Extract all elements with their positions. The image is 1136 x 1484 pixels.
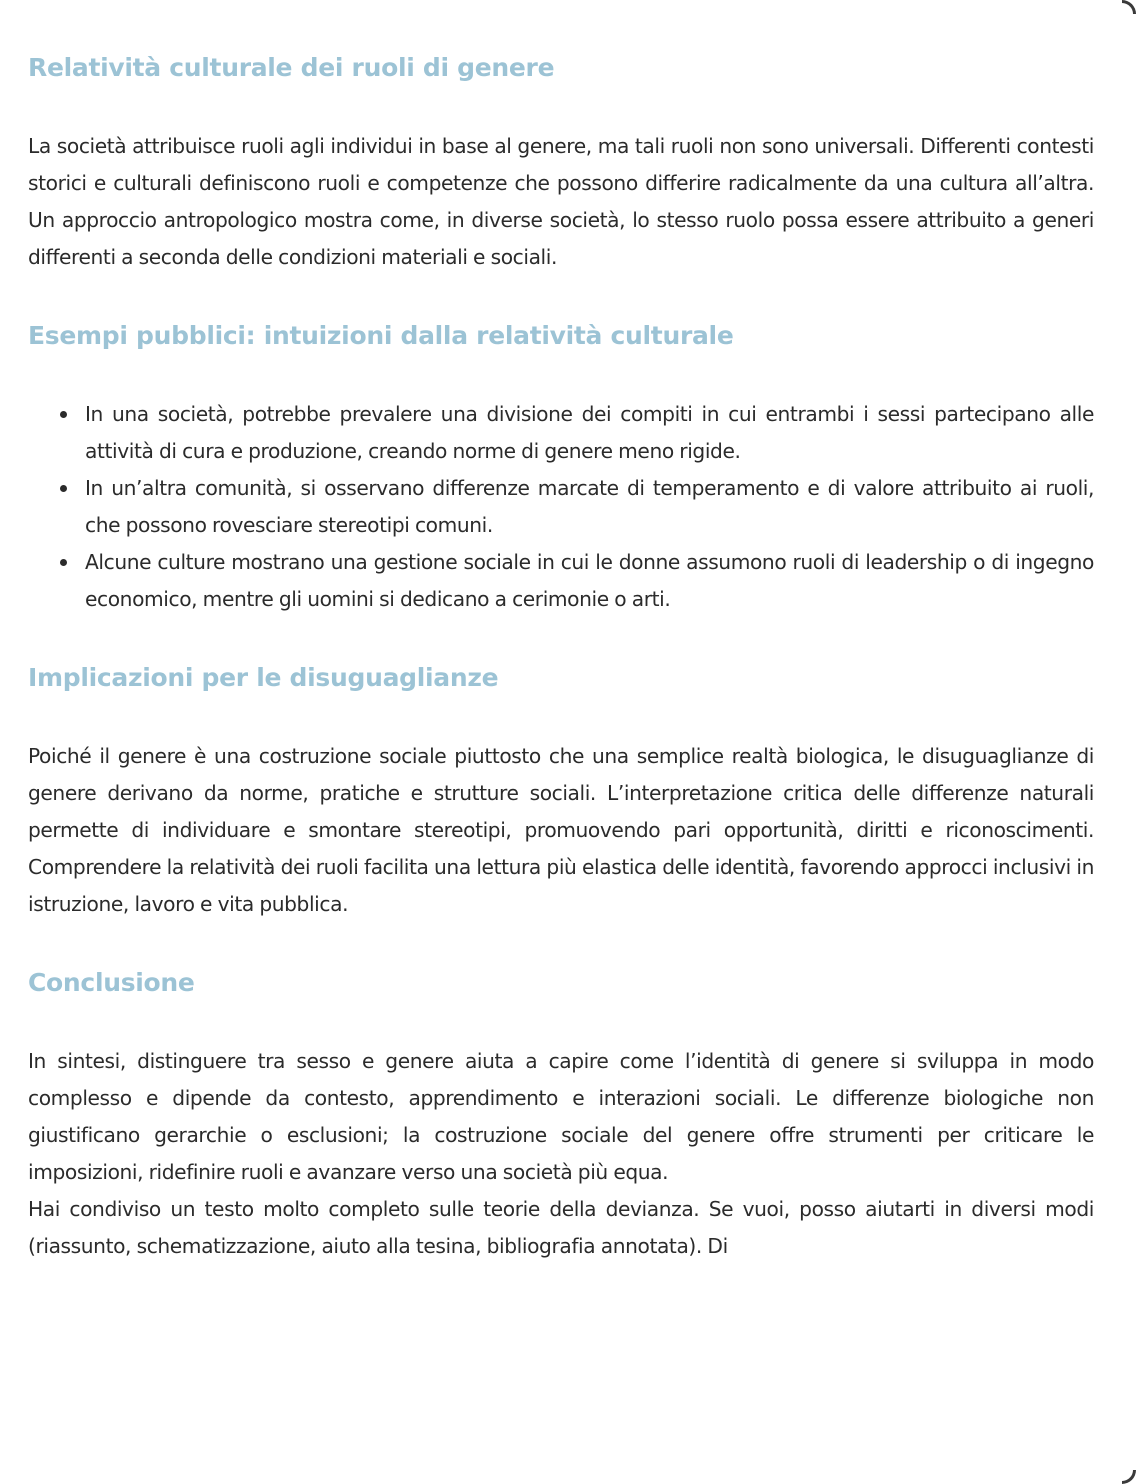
- section-paragraph-cultural-relativity: La società attribuisce ruoli agli individui in base al genere, ma tali ruoli non sono universali. Differenti contesti storici e culturali definiscono ruoli e competenze che possono differire radicalmente da una cultura all’altra. Un approccio antropologico mostra come, in diverse società, lo stesso ruolo possa essere attribuito a generi differenti a seconda delle condizioni materiali e sociali.: [28, 134, 1094, 269]
- list-item: Alcune culture mostrano una gestione sociale in cui le donne assumono ruoli di leadership o di ingegno economico, mentre gli uomini si dedicano a cerimonie o arti.: [85, 544, 1094, 618]
- section-heading-cultural-relativity: Relatività culturale dei ruoli di genere: [28, 53, 555, 82]
- section-heading-public-examples: Esempi pubblici: intuizioni dalla relatività culturale: [28, 321, 734, 350]
- list-item: In un’altra comunità, si osservano differenze marcate di temperamento e di valore attribuito ai ruoli, che possono rovesciare stereotipi comuni.: [85, 470, 1094, 544]
- window-corner-bottom: [1122, 1470, 1136, 1484]
- section-paragraph-conclusion: In sintesi, distinguere tra sesso e genere aiuta a capire come l’identità di genere si sviluppa in modo complesso e dipende da contesto, apprendimento e interazioni sociali. Le differenze biologiche non giustificano gerarchie o esclusioni; la costruzione sociale del genere offre strumenti per criticare le imposizioni, ridefinire ruoli e avanzare verso una società più equa.: [28, 1049, 1094, 1184]
- list-item: In una società, potrebbe prevalere una divisione dei compiti in cui entrambi i sessi partecipano alle attività di cura e produzione, creando norme di genere meno rigide.: [85, 396, 1094, 470]
- section-paragraph-inequalities: Poiché il genere è una costruzione sociale piuttosto che una semplice realtà biologica, le disuguaglianze di genere derivano da norme, pratiche e strutture sociali. L’interpretazione critica delle differenze naturali permette di individuare e smontare stereotipi, promuovendo pari opportunità, diritti e riconoscimenti. Comprendere la relatività dei ruoli facilita una lettura più elastica delle identità, favorendo approcci inclusivi in istruzione, lavoro e vita pubblica.: [28, 744, 1094, 916]
- section-heading-conclusion: Conclusione: [28, 968, 195, 997]
- section-heading-inequalities: Implicazioni per le disuguaglianze: [28, 663, 499, 692]
- examples-list: [28, 396, 1094, 618]
- followup-paragraph: Hai condiviso un testo molto completo sulle teorie della devianza. Se vuoi, posso aiutarti in diversi modi (riassunto, schematizzazione, aiuto alla tesina, bibliografia annotata). Di: [28, 1197, 1094, 1258]
- window-corner-top: [1122, 0, 1136, 14]
